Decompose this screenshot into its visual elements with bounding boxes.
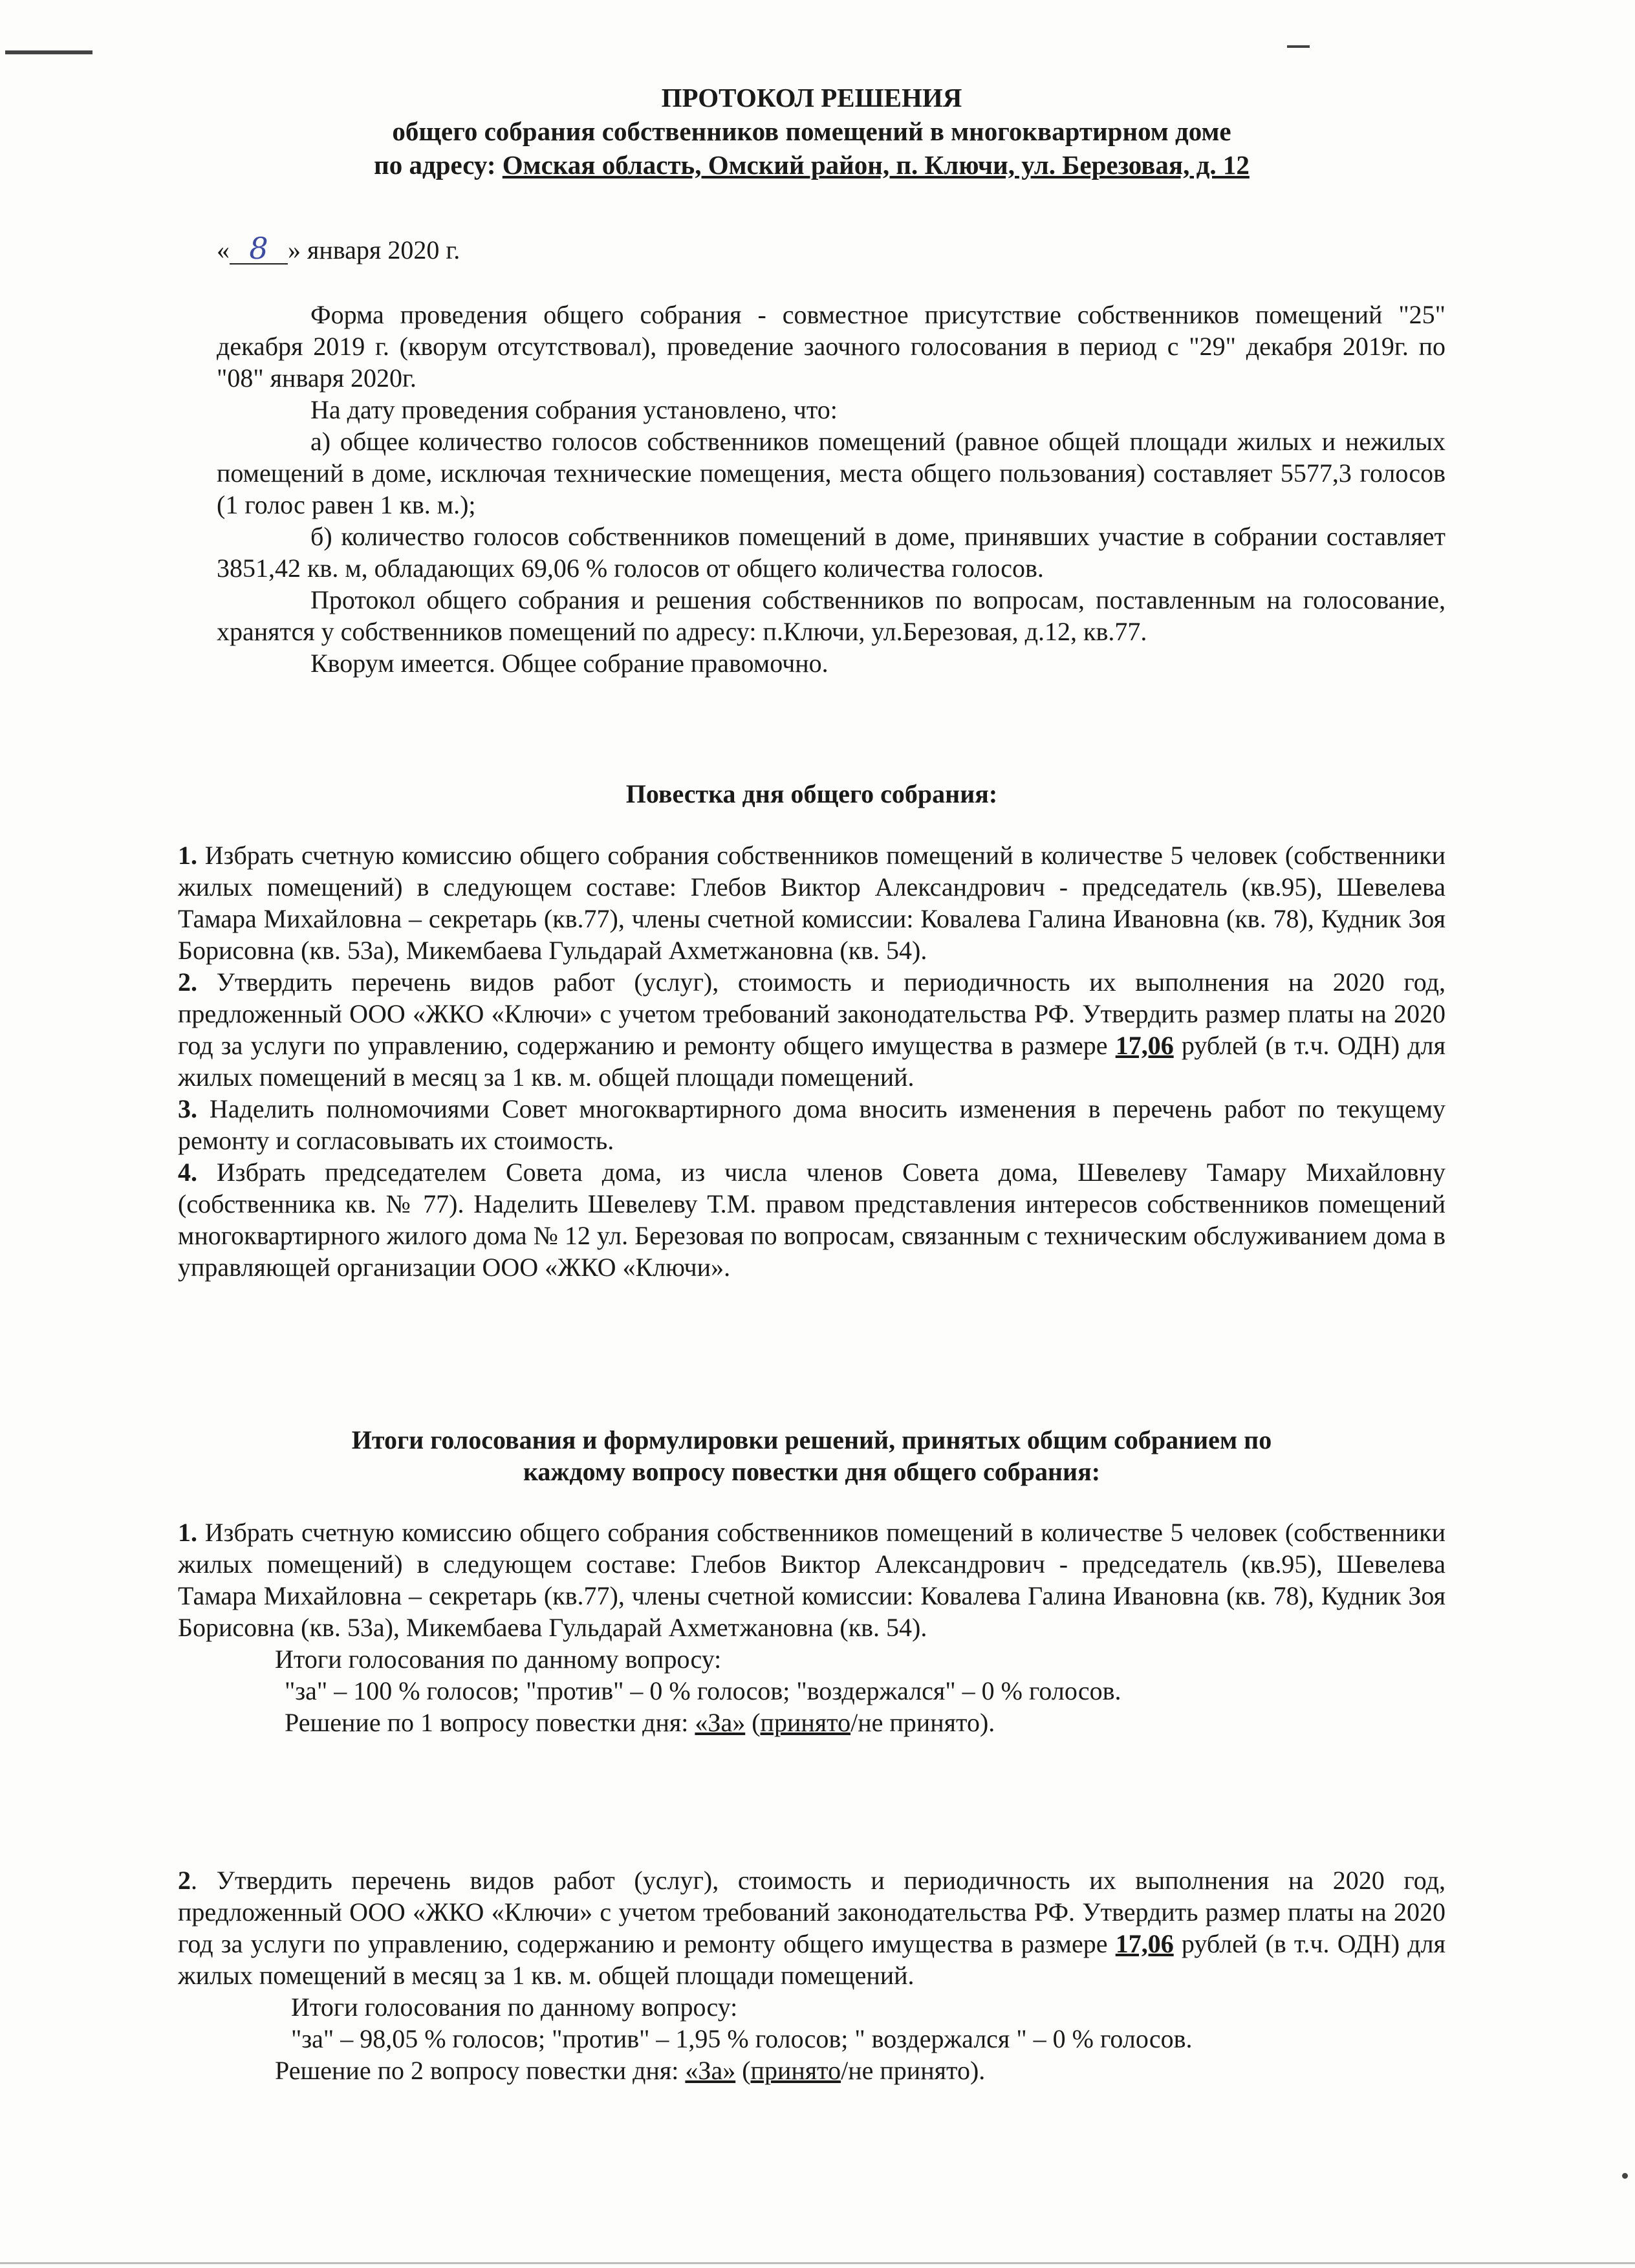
intro-section xyxy=(217,299,1446,679)
scan-mark-top-left xyxy=(5,50,92,54)
date-day-field xyxy=(230,231,288,266)
result-decision-mid: ( xyxy=(735,2056,751,2085)
results-heading xyxy=(178,1424,1446,1487)
result-votes: "за" – 98,05 % голосов; "против" – 1,95 % голосов; " воздержался " – 0 % голосов. xyxy=(291,2024,1193,2053)
result-decision-accepted: принято xyxy=(750,2056,841,2085)
result-question-body: Избрать счетную комиссию общего собрания собственников помещений в количестве 5 человек (собственники жилых помещений) в следующем составе: Глебов Виктор Александрович - председатель (кв.95), Шевелева Тамара Михайловна – секретарь (кв.77), члены счетной комиссии: Ковалева Галина Ивановна (кв. 78), Кудник Зоя Борисовна (кв. 53а), Микембаева Гульдарай Ахметжановна (кв. 54). xyxy=(178,1518,1446,1642)
result-votes: "за" – 100 % голосов; "против" – 0 % голосов; "воздержался" – 0 % голосов. xyxy=(285,1676,1121,1705)
intro-paragraph-total-votes: а) общее количество голосов собственников помещений (равное общей площади жилых и нежилых помещений в доме, исключая технические помещения, места общего пользования) составляет 5577,3 голосов (1 голос равен 1 кв. м.); xyxy=(217,427,1446,519)
agenda-item-2 xyxy=(178,966,1446,1093)
agenda-item-number: 2. xyxy=(178,967,197,997)
result-decision-end: /не принято). xyxy=(841,2056,986,2085)
result-decision-accepted: принято xyxy=(760,1708,851,1737)
result-question-1 xyxy=(178,1517,1446,1738)
result-question-2 xyxy=(178,1864,1446,2086)
date-open-quote: « xyxy=(217,235,230,265)
agenda-heading: Повестка дня общего собрания: xyxy=(625,779,998,808)
result-question-number: 2 xyxy=(178,1866,191,1895)
agenda-item-number: 3. xyxy=(178,1094,197,1123)
result-decision-prefix: Решение по 2 вопросу повестки дня: xyxy=(275,2056,686,2085)
date-day-handwritten: 8 xyxy=(249,231,268,266)
result-votes-heading: Итоги голосования по данному вопросу: xyxy=(291,1993,738,2022)
document-title: ПРОТОКОЛ РЕШЕНИЯ xyxy=(661,83,962,113)
scan-dot-right xyxy=(1622,2173,1628,2179)
result-decision-mid: ( xyxy=(745,1708,761,1737)
results-heading-line-2: каждому вопросу повестки дня общего собрания: xyxy=(523,1457,1101,1486)
result-decision-end: /не принято). xyxy=(850,1708,995,1737)
agenda-item-text: Избрать председателем Совета дома, из числа членов Совета дома, Шевелеву Тамару Михайловну (собственника кв. № 77). Наделить Шевелеву Т.М. правом представления интересов собственников помещений многоквартирного жилого дома № 12 ул. Березовая по вопросам, связанным с техническим обслуживанием дома в управляющей организации ООО «ЖКО «Ключи». xyxy=(178,1158,1446,1282)
result-question-body-continued: рублей (в т.ч. ОДН) для жилых помещений в месяц за 1 кв. м. общей площади помещений. xyxy=(178,1929,1446,1990)
agenda-list xyxy=(178,839,1446,1283)
results-heading-line-1: Итоги голосования и формулировки решений, принятых общим собранием по xyxy=(351,1425,1272,1454)
result-question-number: 1. xyxy=(178,1518,197,1547)
result-question-1-text xyxy=(178,1517,1446,1643)
agenda-item-text-continued: рублей (в т.ч. ОДН) для жилых помещений в месяц за 1 кв. м. общей площади помещений. xyxy=(178,1031,1446,1092)
result-question-body: . Утвердить перечень видов работ (услуг), стоимость и периодичность их выполнения на 2020 год, предложенный ООО «ЖКО «Ключи» с учетом требований законодательства РФ. Утвердить размер платы на 2020 год за услуги по управлению, содержанию и ремонту общего имущества в размере xyxy=(178,1866,1446,1958)
agenda-item-text: Утвердить перечень видов работ (услуг), стоимость и периодичность их выполнения на 2020 год, предложенный ООО «ЖКО «Ключи» с учетом требований законодательства РФ. Утвердить размер платы на 2020 год за услуги по управлению, содержанию и ремонту общего имущества в размере xyxy=(178,967,1446,1060)
result-decision xyxy=(178,1707,1446,1738)
intro-paragraph-participating-votes: б) количество голосов собственников помещений в доме, принявших участие в собрании составляет 3851,42 кв. м, обладающих 69,06 % голосов от общего количества голосов. xyxy=(217,522,1446,583)
address: Омская область, Омский район, п. Ключи, ул. Березовая, д. 12 xyxy=(502,150,1250,180)
result-decision-za: «За» xyxy=(695,1708,746,1737)
date-month-year: » января 2020 г. xyxy=(288,235,460,265)
result-votes-heading: Итоги голосования по данному вопросу: xyxy=(275,1645,722,1674)
agenda-price: 17,06 xyxy=(1115,1031,1174,1060)
agenda-item-4 xyxy=(178,1156,1446,1283)
agenda-item-text: Наделить полномочиями Совет многоквартирного дома вносить изменения в перечень работ по текущему ремонту и согласовывать их стоимость. xyxy=(178,1094,1446,1155)
document-header xyxy=(178,81,1446,182)
document-page xyxy=(178,0,1446,2268)
document-subtitle: общего собрания собственников помещений в многоквартирном доме xyxy=(392,116,1231,146)
address-prefix: по адресу: xyxy=(374,150,503,180)
result-decision-za: «За» xyxy=(685,2056,736,2085)
document-date xyxy=(217,231,460,266)
result-decision xyxy=(178,2055,1446,2086)
document-address-line xyxy=(178,148,1446,182)
result-question-2-text xyxy=(178,1864,1446,1991)
intro-paragraph-established: На дату проведения собрания установлено, что: xyxy=(310,395,838,424)
agenda-item-3 xyxy=(178,1093,1446,1156)
intro-paragraph-quorum: Кворум имеется. Общее собрание правомочно. xyxy=(310,649,828,678)
agenda-item-number: 1. xyxy=(178,841,197,870)
agenda-item-number: 4. xyxy=(178,1158,197,1187)
result-price: 17,06 xyxy=(1115,1929,1174,1958)
agenda-item-1 xyxy=(178,839,1446,966)
intro-paragraph-storage: Протокол общего собрания и решения собственников по вопросам, поставленным на голосование, хранятся у собственников помещений по адресу: п.Ключи, ул.Березовая, д.12, кв.77. xyxy=(217,585,1446,646)
agenda-item-text: Избрать счетную комиссию общего собрания собственников помещений в количестве 5 человек (собственники жилых помещений) в следующем составе: Глебов Виктор Александрович - председатель (кв.95), Шевелева Тамара Михайловна – секретарь (кв.77), члены счетной комиссии: Ковалева Галина Ивановна (кв. 78), Кудник Зоя Борисовна (кв. 53а), Микембаева Гульдарай Ахметжановна (кв. 54). xyxy=(178,841,1446,965)
result-decision-prefix: Решение по 1 вопросу повестки дня: xyxy=(285,1708,695,1737)
intro-paragraph-form: Форма проведения общего собрания - совместное присутствие собственников помещений "25" декабря 2019 г. (кворум отсутствовал), проведение заочного голосования в период с "29" декабря 2019г. по "08" января 2020г. xyxy=(217,300,1446,393)
